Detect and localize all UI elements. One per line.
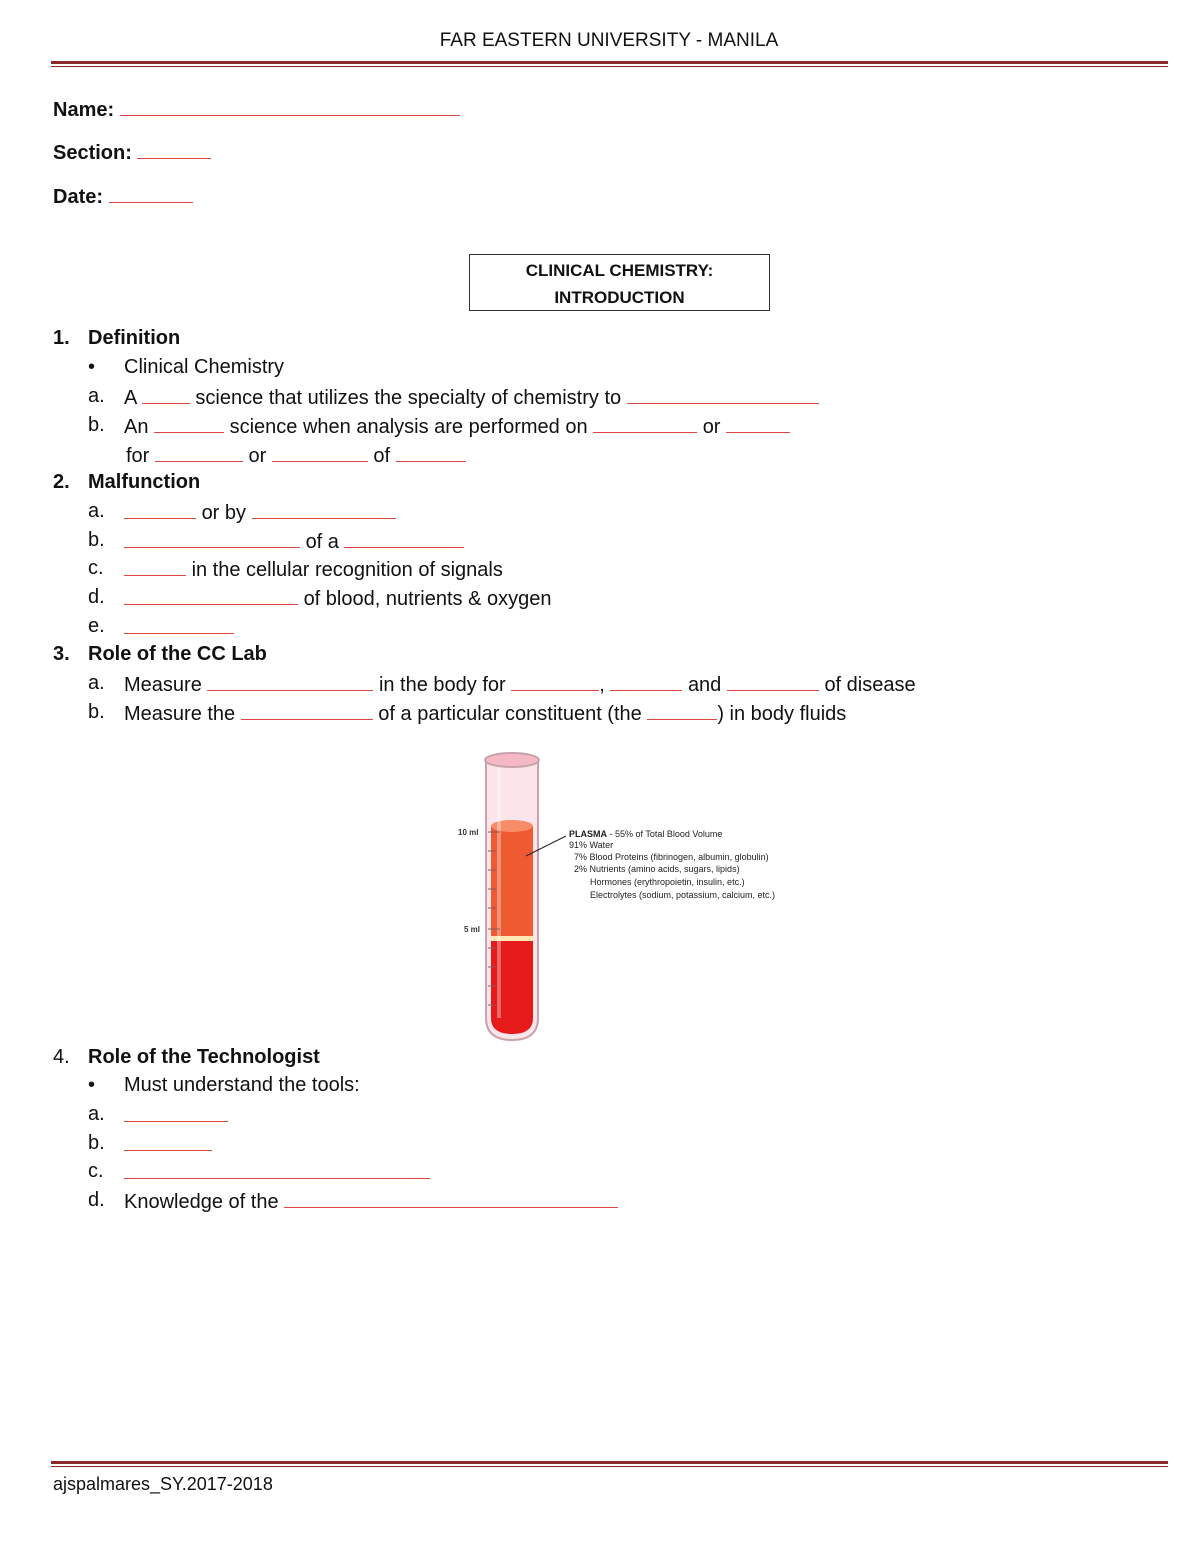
date-field (53, 184, 193, 209)
plasma-water: 91% Water (569, 840, 614, 850)
s1-bullet-text: Clinical Chemistry (124, 356, 285, 378)
section-3-title: Role of the CC Lab (88, 643, 267, 665)
s4d-line: Knowledge of the (124, 1189, 618, 1214)
blood-tube-figure (450, 748, 810, 1048)
footer-divider (51, 1461, 1168, 1467)
section-field (53, 140, 211, 165)
tube-rim (485, 753, 539, 767)
name-field (53, 97, 460, 122)
blank[interactable] (627, 385, 819, 404)
blank[interactable] (124, 1160, 430, 1179)
title-line-1: CLINICAL CHEMISTRY: (525, 261, 714, 280)
s4c-label: c. (88, 1160, 104, 1182)
section-blank[interactable] (137, 140, 211, 159)
tube-highlight (497, 768, 501, 1018)
blank[interactable] (647, 701, 717, 720)
s2d-line: of blood, nutrients & oxygen (124, 586, 552, 611)
bullet-icon: • (88, 356, 96, 378)
blank[interactable] (124, 529, 300, 548)
blank[interactable] (726, 414, 790, 433)
s4d-label: d. (88, 1189, 105, 1211)
s1a-line: A science that utilizes the specialty of chemistry to (124, 385, 819, 410)
s1b-label: b. (88, 414, 105, 436)
s2d-label: d. (88, 586, 105, 608)
blank[interactable] (272, 443, 368, 462)
section-1-title: Definition (88, 327, 181, 349)
blank[interactable] (727, 672, 819, 691)
s1b-line: An science when analysis are performed on or (124, 414, 790, 439)
s2b-line: of a (124, 529, 464, 554)
name-label: Name: (53, 99, 115, 121)
plasma-electrolytes: Electrolytes (sodium, potassium, calcium, etc.) (590, 890, 776, 900)
header-divider (51, 61, 1168, 67)
s2a-label: a. (88, 500, 105, 522)
s4b-label: b. (88, 1132, 105, 1154)
section-2-number: 2. (53, 471, 70, 493)
blank[interactable] (241, 701, 373, 720)
s3a-line: Measure in the body for , and of disease (124, 674, 916, 696)
s4-bullet-text: Must understand the tools: (124, 1074, 360, 1096)
blank[interactable] (124, 500, 196, 519)
s2c-line: in the cellular recognition of signals (124, 557, 503, 582)
blank[interactable] (610, 672, 682, 691)
blank[interactable] (593, 414, 697, 433)
s2e-label: e. (88, 615, 105, 637)
s4b-line (124, 1132, 212, 1157)
section-2-title: Malfunction (88, 471, 201, 493)
name-blank[interactable] (120, 97, 460, 116)
section-4-title: Role of the Technologist (88, 1046, 320, 1068)
blank[interactable] (124, 615, 234, 634)
date-label: Date: (53, 186, 104, 208)
bullet-icon: • (88, 1074, 96, 1096)
footer-text: ajspalmares_SY.2017-2018 (53, 1474, 273, 1494)
s4a-line (124, 1103, 228, 1128)
s1a-label: a. (88, 385, 105, 407)
blank[interactable] (252, 500, 396, 519)
plasma-proteins: 7% Blood Proteins (fibrinogen, albumin, globulin) (574, 852, 769, 862)
blank[interactable] (154, 414, 224, 433)
s3b-label: b. (88, 701, 105, 723)
document-title-box (469, 254, 770, 311)
section-label: Section: (53, 142, 132, 164)
blank[interactable] (284, 1189, 618, 1208)
s2a-line: or by (124, 500, 396, 525)
blank[interactable] (207, 672, 373, 691)
blank[interactable] (142, 385, 190, 404)
title-line-2: INTRODUCTION (554, 288, 685, 307)
s3b-line: Measure the of a particular constituent (the ) in body fluids (124, 703, 847, 725)
s2c-label: c. (88, 557, 104, 579)
blank[interactable] (124, 586, 298, 605)
tick-label-10ml: 10 ml (458, 828, 479, 837)
section-3-number: 3. (53, 643, 70, 665)
s2e-line (124, 615, 234, 640)
s4a-label: a. (88, 1103, 105, 1125)
s4c-line (124, 1160, 430, 1185)
section-4-number: 4. (53, 1046, 70, 1068)
date-blank[interactable] (109, 184, 193, 203)
s3a-label: a. (88, 672, 105, 694)
s2b-label: b. (88, 529, 105, 551)
section-1-number: 1. (53, 327, 70, 349)
plasma-title-line: PLASMA - 55% of Total Blood Volume (569, 829, 723, 839)
blank[interactable] (155, 443, 243, 462)
tick-label-5ml: 5 ml (464, 925, 481, 934)
university-header: FAR EASTERN UNIVERSITY - MANILA (439, 30, 779, 51)
blank[interactable] (124, 1103, 228, 1122)
plasma-hormones: Hormones (erythropoietin, insulin, etc.) (590, 877, 745, 887)
blank[interactable] (511, 672, 599, 691)
blank[interactable] (124, 1132, 212, 1151)
blank[interactable] (396, 443, 466, 462)
s1b-line-2: for or of (126, 443, 466, 468)
blank[interactable] (124, 557, 186, 576)
plasma-nutrients: 2% Nutrients (amino acids, sugars, lipids) (574, 864, 740, 874)
blank[interactable] (344, 529, 464, 548)
